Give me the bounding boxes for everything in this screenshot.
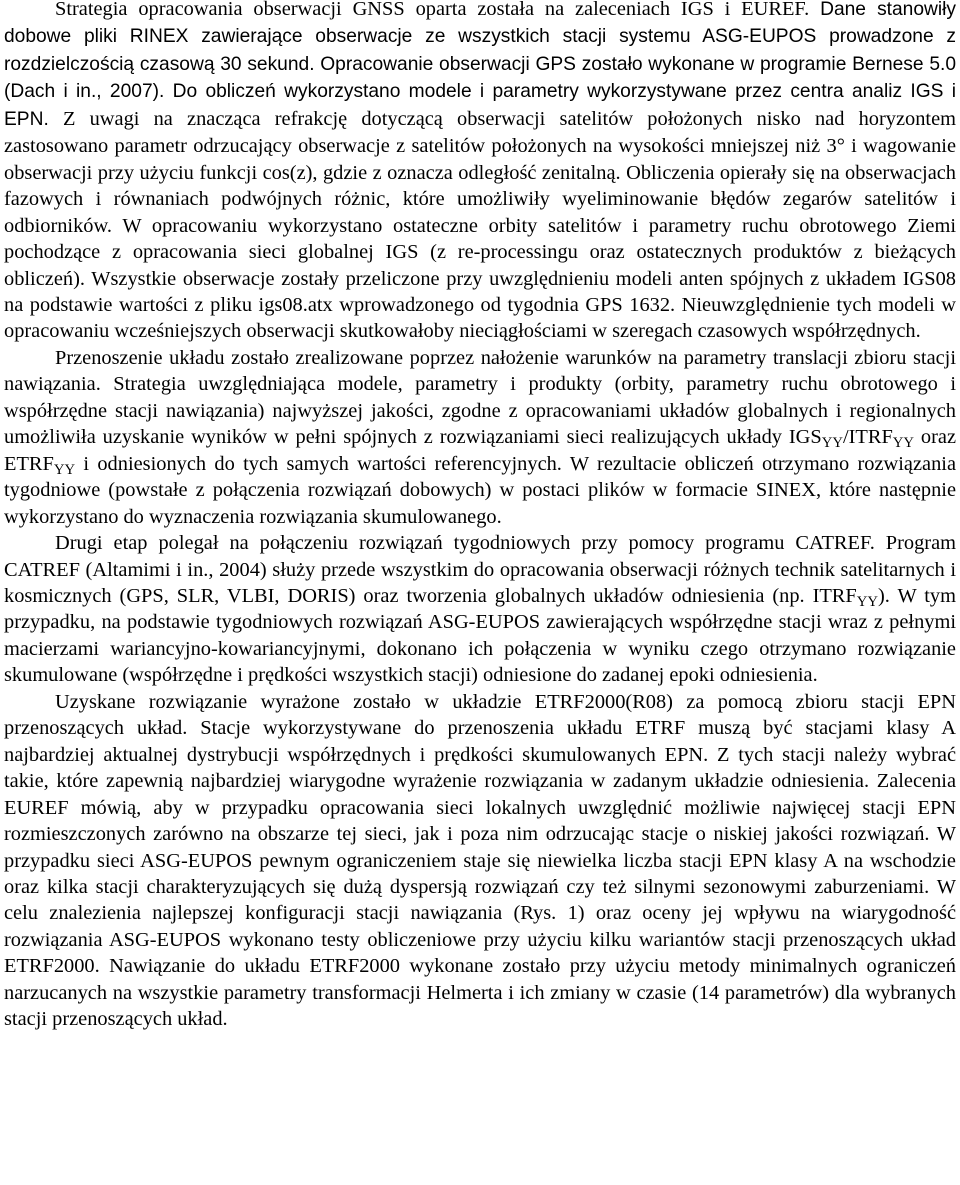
subscript-yy: YY	[892, 435, 914, 452]
paragraph-2-text-b: /ITRF	[842, 426, 893, 449]
subscript-yy: YY	[821, 435, 843, 452]
subscript-yy: YY	[53, 461, 76, 478]
paragraph-2-text-d: i odniesionych do tych samych wartości referencyjnych. W rezultacie obliczeń otrzymano rozwiązania tygodniowe (powstałe z połączenia rozwiązań dobowych) w postaci plików w formacie SINEX, które następnie wykorzystano do wyznaczenia rozwiązania skumulowanego.	[4, 452, 956, 528]
subscript-yy: YY	[856, 594, 878, 611]
paragraph-frame-transfer	[4, 345, 956, 530]
paragraph-1-text-a: Strategia opracowania obserwacji GNSS oparta została na zaleceniach IGS i EUREF.	[55, 0, 821, 20]
paragraph-1-text-c: Z uwagi na znacząca refrakcję dotyczącą obserwacji satelitów położonych nisko nad horyzontem zastosowano parametr odrzucający obserwacje z satelitów położonych na wysokości mniejszej niż 3° i wagowanie obserwacji przy użyciu funkcji cos(z), gdzie z oznacza odległość zenitalną. Obliczenia opierały się na obserwacjach fazowych i równaniach podwójnych różnic, które umożliwiły wyeliminowanie błędów zegarów satelitów i odbiorników. W opracowaniu wykorzystano ostateczne orbity satelitów i parametry ruchu obrotowego Ziemi pochodzące z opracowania sieci globalnej IGS (z re-processingu oraz ostatecznych produktów z bieżących obliczeń). Wszystkie obserwacje zostały przeliczone przy uwzględnieniu modeli anten spójnych z układem IGS08 na podstawie wartości z pliku igs08.atx wprowadzonego od tygodnia GPS 1632. Nieuwzględnienie tych modeli w opracowaniu wcześniejszych obserwacji skutkowałoby nieciągłościami w szeregach czasowych współrzędnych.	[4, 107, 956, 343]
paragraph-3-text-a: Drugi etap polegał na połączeniu rozwiązań tygodniowych przy pomocy programu CATREF. Program CATREF (Altamimi i in., 2004) służy przede wszystkim do opracowania obserwacji różnych technik satelitarnych i kosmicznych (GPS, SLR, VLBI, DORIS) oraz tworzenia globalnych układów odniesienia (np. ITRF	[4, 532, 956, 607]
paragraph-1-text-b: Dane stanowiły dobowe pliki RINEX zawierające obserwacje ze wszystkich stacji systemu ASG-EUPOS prowadzone z rozdzielczością czasową 30 sekund. Opracowanie obserwacji GPS zostało wykonane w programie Bernese 5.0 (Dach i in., 2007). Do obliczeń wykorzystano modele i parametry wykorzystywane przez centra analiz IGS i EPN.	[4, 0, 956, 130]
paragraph-gnss-strategy	[4, 0, 956, 345]
paragraph-2-text-c: oraz ETRF	[4, 426, 956, 475]
paragraph-4-text-a: Uzyskane rozwiązanie wyrażone zostało w układzie ETRF2000(R08) za pomocą zbioru stacji EPN przenoszących układ. Stacje wykorzystywane do przenoszenia układu ETRF muszą być stacjami klasy A najbardziej aktualnej dystrybucji współrzędnych i prędkości skumulowanych EPN. Z tych stacji należy wybrać takie, które zapewnią najbardziej wiarygodne wyrażenie rozwiązania w zadanym układzie odniesienia. Zalecenia EUREF mówią, aby w przypadku opracowania sieci lokalnych uwzględnić możliwie najwięcej stacji EPN rozmieszczonych zarówno na obszarze tej sieci, jak i poza nim odrzucając stacje o niskiej jakości rozwiązań. W przypadku sieci ASG-EUPOS pewnym ograniczeniem staje się niewielka liczba stacji EPN klasy A na wschodzie oraz kilka stacji charakteryzujących się dużą dyspersją rozwiązań czy też silnymi sezonowymi zaburzeniami. W celu znalezienia najlepszej konfiguracji stacji nawiązania (Rys. 1) oraz oceny jej wpływu na wiarygodność rozwiązania ASG-EUPOS wykonano testy obliczeniowe przy użyciu kilku wariantów stacji przenoszących układ ETRF2000. Nawiązanie do układu ETRF2000 wykonane zostało przy użyciu metody minimalnych ograniczeń narzucanych na wszystkie parametry transformacji Helmerta i ich zmiany w czasie (14 parametrów) dla wybranych stacji przenoszących układ.	[4, 690, 956, 1031]
paragraph-etrf2000	[4, 689, 956, 1033]
paragraph-2-text-a: Przenoszenie układu zostało zrealizowane poprzez nałożenie warunków na parametry translacji zbioru stacji nawiązania. Strategia uwzględniająca modele, parametry i produkty (orbity, parametry ruchu obrotowego i współrzędne stacji nawiązania) najwyższej jakości, zgodne z opracowaniami układów globalnych i regionalnych umożliwiła uzyskanie wyników w pełni spójnych z rozwiązaniami sieci realizujących układy IGS	[4, 346, 956, 449]
paragraph-catref	[4, 530, 956, 689]
paragraph-3-text-b: ). W tym przypadku, na podstawie tygodniowych rozwiązań ASG-EUPOS zawierających współrzędne stacji wraz z pełnymi macierzami wariancyjno-kowariancyjnymi, dokonano ich połączenia w wyniku czego otrzymano rozwiązanie skumulowane (współrzędne i prędkości wszystkich stacji) odniesione do zadanej epoki odniesienia.	[4, 584, 956, 687]
